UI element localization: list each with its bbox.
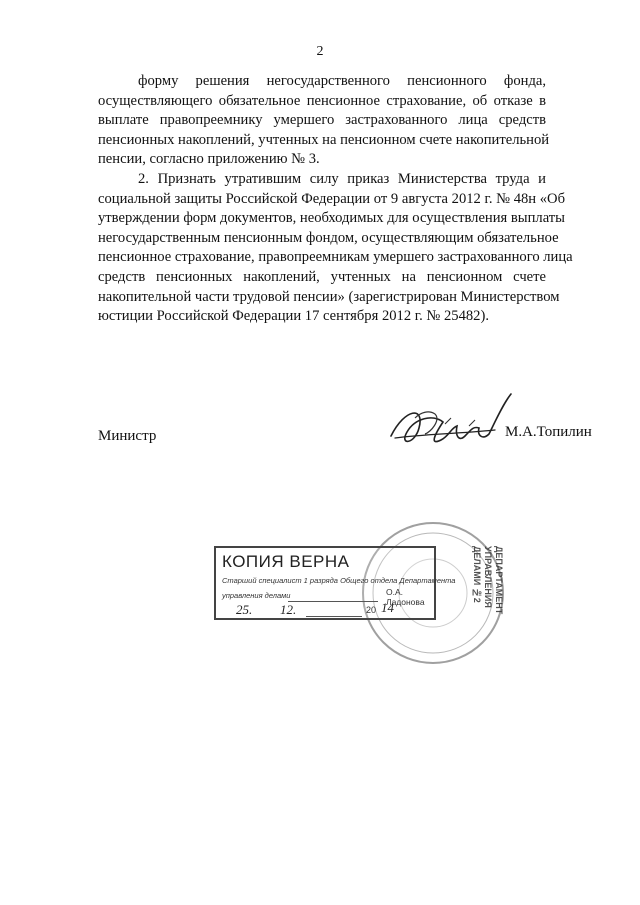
body-line: накопительной части трудовой пенсии» (зарегистрирован Министерством [98,288,560,305]
stamp-position: Старший специалист 1 разряда Общего отдела Департамента [222,576,456,585]
body-line: утверждении форм документов, необходимых для осуществления выплаты [98,210,565,227]
body-line: средств пенсионных накоплений, учтенных на пенсионном счете [98,268,546,285]
stamp-date-month: 12. [280,602,297,617]
body-line: форму решения негосударственного пенсионного фонда, [138,73,546,89]
document-body [98,72,573,327]
body-line: социальной защиты Российской Федерации от 9 августа 2012 г. № 48н «Об [98,190,566,207]
seal-inscription: ДЕПАРТАМЕНТ УПРАВЛЕНИЯ ДЕЛАМИ №2 [472,546,504,615]
body-line: негосударственным пенсионным фондом, осуществляющим обязательное [98,229,559,246]
stamp-date-line [306,616,362,617]
body-line: пенсионное страхование, правопреемникам умершего застрахованного лица [98,249,573,266]
handwritten-signature [385,388,515,468]
page-number: 2 [316,44,324,59]
minister-name: М.А.Топилин [505,424,592,440]
stamp-signature-line [288,601,378,602]
stamp-officer-name: О.А. Ладонова [386,587,425,607]
stamp-date-year: 14 [381,600,394,615]
body-line: пенсии, согласно приложению № 3. [98,151,320,168]
stamp-department: управления делами [222,591,291,600]
body-line: юстиции Российской Федерации 17 сентября 2012 г. № 25482). [98,308,489,325]
stamp-title: КОПИЯ ВЕРНА [222,552,350,571]
stamp-date-century: 20 [366,605,377,615]
body-line: осуществляющего обязательное пенсионное страхование, об отказе в [98,92,546,109]
minister-title: Министр [98,428,157,444]
copy-certified-stamp [214,546,456,620]
body-line: пенсионных накоплений, учтенных на пенсионном счете накопительной [98,131,550,148]
stamp-date-day: 25. [236,602,253,617]
body-line: выплате правопреемнику умершего застрахованного лица средств [98,112,546,129]
body-line: 2. Признать утратившим силу приказ Министерства труда и [138,170,546,187]
